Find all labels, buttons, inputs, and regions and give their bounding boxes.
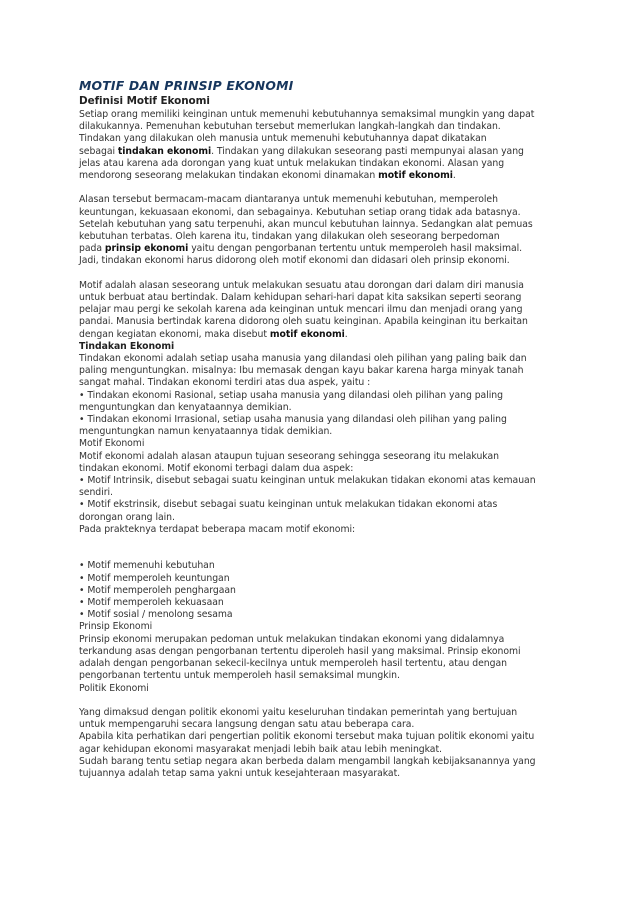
text-line: pandai. Manusia bertindak karena didorong oleh suatu keinginan. Apabila keinginan itu berkaitan [79,316,528,328]
paragraph-prinsip [79,634,565,683]
text-line: untuk berbuat atau bertindak. Dalam kehidupan sehari-hari dapat kita saksikan seperti seorang [79,292,522,304]
document-page [79,78,565,780]
text-line: pada prinsip ekonomi yaitu dengan pengorbanan tertentu untuk memperoleh hasil maksimal. [79,243,523,255]
paragraph-alasan [79,194,565,267]
motif-heading: Motif Ekonomi [79,438,145,450]
text-line: terkandung asas dengan pengorbanan tertentu diperoleh hasil yang maksimal. Prinsip ekonomi [79,645,521,657]
text-line: dilakukannya. Pemenuhan kebutuhan tersebut memerlukan langkah-langkah dan tindakan. [79,121,501,133]
text-line: keuntungan, kekuasaan ekonomi, dan sebagainya. Kebutuhan setiap orang tidak ada batasnya. [79,206,521,218]
text-line: Tindakan yang dilakukan oleh manusia untuk memenuhi kebutuhannya dapat dikatakan [79,133,487,145]
paragraph-motif [79,280,565,341]
text-line: sebagai tindakan ekonomi. Tindakan yang dilakukan seseorang pasti mempunyai alasan yang [79,145,524,157]
document-title: MOTIF DAN PRINSIP EKONOMI [79,78,294,93]
text-line: pengorbanan tertentu untuk memperoleh hasil semaksimal mungkin. [79,670,400,682]
text-line: • Tindakan ekonomi Irrasional, setiap usaha manusia yang dilandasi oleh pilihan yang paling [79,414,507,426]
term-prinsip-ekonomi: prinsip ekonomi [104,243,189,255]
politik-heading: Politik Ekonomi [79,682,149,694]
text-line: paling menguntungkan. misalnya: Ibu memasak dengan kayu bakar karena harga minyak tanah [79,365,524,377]
list-item: • Motif memperoleh keuntungan [79,572,230,584]
text-line: Sudah barang tentu setiap negara akan berbeda dalam mengambil langkah kebijaksanannya yang [79,755,536,767]
text-line: Tindakan ekonomi adalah setiap usaha manusia yang dilandasi oleh pilihan yang paling baik dan [79,353,527,365]
list-item: • Motif memenuhi kebutuhan [79,560,215,572]
term-motif-ekonomi-2: motif ekonomi [269,328,345,340]
text-line: Apabila kita perhatikan dari pengertian politik ekonomi tersebut maka tujuan politik ekonomi yaitu [79,731,535,743]
text-line: pelajar mau pergi ke sekolah karena ada keinginan untuk mencari ilmu dan menjadi orang yang [79,304,523,316]
text-line: Alasan tersebut bermacam-macam diantaranya untuk memenuhi kebutuhan, memperoleh [79,194,498,206]
text-line: dengan kegiatan ekonomi, maka disebut motif ekonomi. [79,328,348,340]
text-line: Jadi, tindakan ekonomi harus didorong oleh motif ekonomi dan didasari oleh prinsip ekonomi. [79,255,510,267]
text-line: agar kehidupan ekonomi masyarakat menjadi lebih baik atau lebih meningkat. [79,743,442,755]
motif-list [79,560,565,621]
text-line: Setiap orang memiliki keinginan untuk memenuhi kebutuhannya semaksimal mungkin yang dapat [79,109,535,120]
paragraph-intro [79,109,565,182]
list-item: • Motif memperoleh penghargaan [79,584,236,596]
paragraph-politik [79,707,565,780]
text-line: tindakan ekonomi. Motif ekonomi terbagi dalam dua aspek: [79,462,354,474]
text-line: untuk mempengaruhi secara langsung dengan satu atau beberapa cara. [79,719,415,731]
text-line: Setelah kebutuhan yang satu terpenuhi, akan muncul kebutuhan lainnya. Sedangkan alat pemuas [79,218,533,230]
paragraph-motif-ekonomi [79,451,565,536]
text-line: dorongan orang lain. [79,511,175,523]
text-line: Yang dimaksud dengan politik ekonomi yaitu keseluruhan tindakan pemerintah yang bertujuan [79,706,518,718]
list-item: • Motif sosial / menolong sesama [79,609,233,621]
text-line: sangat mahal. Tindakan ekonomi terdiri atas dua aspek, yaitu : [79,377,371,389]
prinsip-heading: Prinsip Ekonomi [79,621,153,633]
term-tindakan-ekonomi: tindakan ekonomi [117,145,212,157]
list-item: • Motif memperoleh kekuasaan [79,597,224,609]
text-line: Motif adalah alasan seseorang untuk melakukan sesuatu atau dorongan dari dalam diri manusia [79,279,524,291]
text-line: adalah dengan pengorbanan sekecil-kecilnya untuk memperoleh hasil tertentu, atau dengan [79,658,507,670]
text-line: mendorong seseorang melakukan tindakan ekonomi dinamakan motif ekonomi. [79,170,456,182]
text-line: Pada prakteknya terdapat beberapa macam motif ekonomi: [79,523,356,535]
text-line: tujuannya adalah tetap sama yakni untuk kesejahteraan masyarakat. [79,767,401,779]
text-line: jelas atau karena ada dorongan yang kuat untuk melakukan tindakan ekonomi. Alasan yang [79,157,505,169]
text-line: • Tindakan ekonomi Rasional, setiap usaha manusia yang dilandasi oleh pilihan yang paling [79,389,503,401]
text-line: Prinsip ekonomi merupakan pedoman untuk melakukan tindakan ekonomi yang didalamnya [79,633,505,645]
text-line: menguntungkan namun kenyataannya tidak demikian. [79,426,333,438]
text-line: kebutuhan terbatas. Oleh karena itu, tindakan yang dilakukan oleh seseorang berpedoman [79,231,500,243]
text-line: sendiri. [79,487,113,499]
text-line: Motif ekonomi adalah alasan ataupun tujuan seseorang sehingga seseorang itu melakukan [79,450,499,462]
definition-heading: Definisi Motif Ekonomi [79,95,210,107]
term-motif-ekonomi: motif ekonomi [378,170,453,182]
text-line: • Motif ekstrinsik, disebut sebagai suatu keinginan untuk melakukan tidakan ekonomi atas [79,499,498,511]
paragraph-tindakan [79,353,565,438]
text-line: • Motif Intrinsik, disebut sebagai suatu keinginan untuk melakukan tidakan ekonomi atas kemauan [79,475,536,487]
tindakan-heading: Tindakan Ekonomi [79,340,175,352]
text-line: menguntungkan dan kenyataannya demikian. [79,401,292,413]
